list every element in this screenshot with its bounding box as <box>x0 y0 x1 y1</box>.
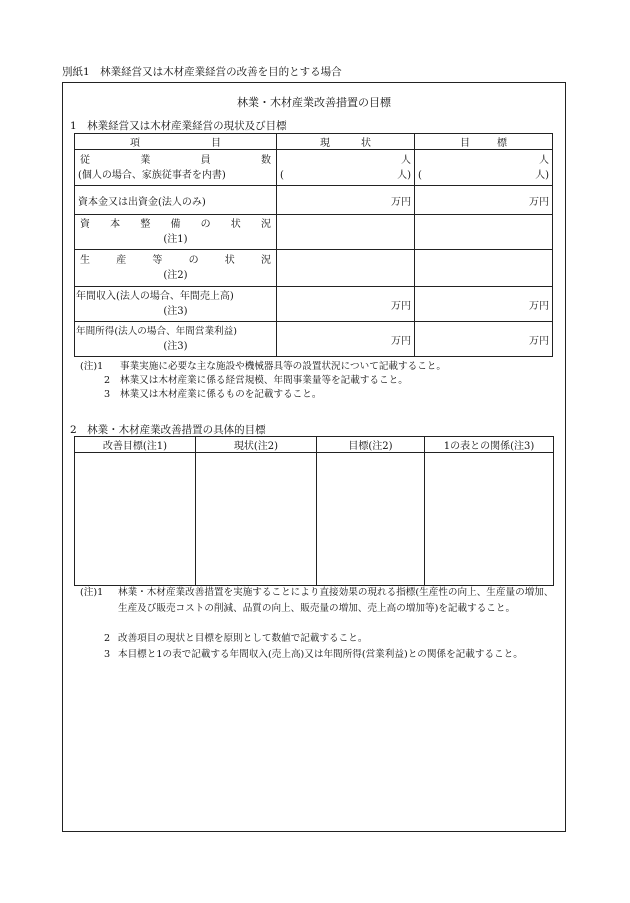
section2-note-1-num: (注)1 <box>80 587 104 598</box>
concrete-goals-table <box>74 436 554 586</box>
production-current-cell[interactable] <box>277 250 415 287</box>
table-header-row <box>75 134 553 150</box>
row-capital <box>75 186 553 215</box>
row-workers <box>75 150 553 186</box>
goal-current-cell[interactable] <box>196 453 317 586</box>
equipment-note-ref: (注1) <box>163 234 188 245</box>
goals-header-relation: 1の表との関係(注3) <box>425 437 554 453</box>
annual-income-target-cell[interactable]: 万円 <box>415 287 553 322</box>
status-target-table <box>74 133 553 357</box>
section2-note-1-text: 林業・木材産業改善措置を実施することにより直接効果の現れる指標(生産性の向上、生産量の増加、生産及び販売コストの削減、品質の向上、販売量の増加、売上高の増加等)を記載すること。 <box>118 587 554 614</box>
workers-current-cell[interactable]: 人 ( 人) <box>277 150 415 186</box>
capital-label: 資本金又は出資金(法人のみ) <box>75 186 277 215</box>
equipment-current-cell[interactable] <box>277 215 415 250</box>
improvement-goal-cell[interactable] <box>75 453 196 586</box>
goals-header-current: 現状(注2) <box>196 437 317 453</box>
annual-income-label-cell: 年間収入(法人の場合、年間売上高) (注3) <box>75 287 277 322</box>
section1-note-3-num: 3 <box>104 389 111 400</box>
production-label-cell: 生 産 等 の 状 況 (注2) <box>75 250 277 287</box>
goal-target-cell[interactable] <box>317 453 425 586</box>
section2-note-2-num: 2 <box>104 633 111 644</box>
section2-note-2-text: 改善項目の現状と目標を原則として数値で記載すること。 <box>118 633 368 644</box>
annual-earnings-current-cell[interactable]: 万円 <box>277 322 415 357</box>
section1-title: 1 林業経営又は木材産業経営の現状及び目標 <box>70 120 287 132</box>
section2-note-3-num: 3 <box>104 649 111 660</box>
goals-header-row <box>75 437 554 453</box>
section1-note-2-num: 2 <box>104 375 111 386</box>
capital-current-cell[interactable]: 万円 <box>277 186 415 215</box>
goals-body-row <box>75 453 554 586</box>
row-production <box>75 250 553 287</box>
section2-notes <box>80 585 555 680</box>
goals-header-improvement: 改善目標(注1) <box>75 437 196 453</box>
row-annual-earnings <box>75 322 553 357</box>
workers-target-cell[interactable]: 人 ( 人) <box>415 150 553 186</box>
section1-notes <box>80 360 560 408</box>
production-target-cell[interactable] <box>415 250 553 287</box>
annual-earnings-label-cell: 年間所得(法人の場合、年間営業利益) (注3) <box>75 322 277 357</box>
section1-note-3-text: 林業又は木材産業に係るものを記載すること。 <box>120 389 322 400</box>
goals-header-target: 目標(注2) <box>317 437 425 453</box>
capital-target-cell[interactable]: 万円 <box>415 186 553 215</box>
goal-relation-cell[interactable] <box>425 453 554 586</box>
sheet-label: 別紙1 林業経営又は木材産業経営の改善を目的とする場合 <box>62 66 342 78</box>
production-note-ref: (注2) <box>163 270 188 281</box>
section1-note-1-text: 事業実施に必要な主な施設や機械器具等の設置状況について記載すること。 <box>120 361 446 372</box>
header-target: 目 標 <box>415 134 553 150</box>
equipment-label-cell: 資 本 整 備 の 状 況 (注1) <box>75 215 277 250</box>
workers-sublabel: (個人の場合、家族従事者を内書) <box>78 169 226 181</box>
header-current: 現 状 <box>277 134 415 150</box>
section1-note-2-text: 林業又は木材産業に係る経営規模、年間事業量等を記載すること。 <box>120 375 408 386</box>
section1-note-1-num: (注)1 <box>80 361 104 372</box>
row-equipment <box>75 215 553 250</box>
form-title: 林業・木材産業改善措置の目標 <box>237 96 391 109</box>
equipment-target-cell[interactable] <box>415 215 553 250</box>
workers-label-cell: 従 業 員 数 (個人の場合、家族従事者を内書) <box>75 150 277 186</box>
section2-note-3-text: 本目標と1の表で記載する年間収入(売上高)又は年間所得(営業利益)との関係を記載すること。 <box>118 649 523 660</box>
row-annual-income <box>75 287 553 322</box>
section2-title: 2 林業・木材産業改善措置の具体的目標 <box>70 424 266 436</box>
header-item: 項 目 <box>75 134 277 150</box>
annual-earnings-target-cell[interactable]: 万円 <box>415 322 553 357</box>
annual-income-current-cell[interactable]: 万円 <box>277 287 415 322</box>
